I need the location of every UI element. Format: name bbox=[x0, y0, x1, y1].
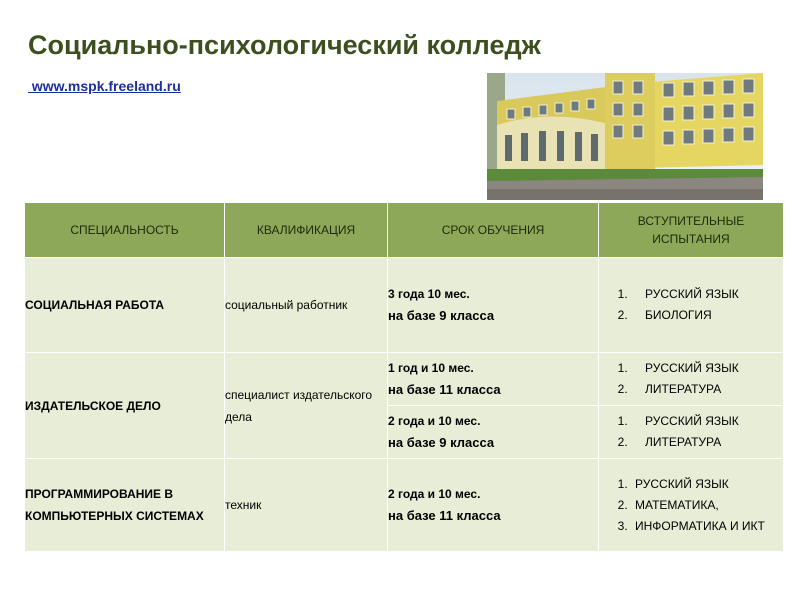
term-duration: 3 года 10 мес. bbox=[388, 287, 470, 301]
exam-item: 1. РУССКИЙ ЯЗЫК bbox=[631, 284, 783, 305]
table-row bbox=[25, 459, 784, 552]
term-duration: 1 год и 10 мес. bbox=[388, 361, 474, 375]
term-cell bbox=[388, 406, 599, 459]
exam-item: 1. РУССКИЙ ЯЗЫК bbox=[631, 358, 783, 379]
qualification-cell: техник bbox=[225, 459, 388, 552]
qualification-cell: социальный работник bbox=[225, 258, 388, 353]
exam-item: 1. РУССКИЙ ЯЗЫК bbox=[631, 411, 783, 432]
table-row bbox=[25, 258, 784, 353]
qualification-cell: специалист издательского дела bbox=[225, 353, 388, 459]
term-cell bbox=[388, 353, 599, 406]
term-base: на базе 11 класса bbox=[388, 382, 501, 397]
exams-cell bbox=[599, 353, 784, 406]
term-cell bbox=[388, 258, 599, 353]
specialties-table bbox=[24, 202, 784, 552]
site-link[interactable]: www.mspk.freeland.ru bbox=[28, 78, 181, 94]
exams-cell bbox=[599, 258, 784, 353]
specialty-cell: ПРОГРАММИРОВАНИЕ В КОМПЬЮТЕРНЫХ СИСТЕМАХ bbox=[25, 459, 225, 552]
term-base: на базе 9 класса bbox=[388, 435, 495, 450]
table-header-row bbox=[25, 203, 784, 258]
header-exams: ВСТУПИТЕЛЬНЫЕ ИСПЫТАНИЯ bbox=[599, 203, 784, 258]
header-term: СРОК ОБУЧЕНИЯ bbox=[388, 203, 599, 258]
specialty-cell: ИЗДАТЕЛЬСКОЕ ДЕЛО bbox=[25, 353, 225, 459]
term-cell bbox=[388, 459, 599, 552]
exam-item: 2. БИОЛОГИЯ bbox=[631, 305, 783, 326]
exam-item: 2. ЛИТЕРАТУРА bbox=[631, 379, 783, 400]
term-duration: 2 года и 10 мес. bbox=[388, 487, 481, 501]
exam-item: 1. РУССКИЙ ЯЗЫК bbox=[631, 474, 783, 495]
page-title: Социально-психологический колледж bbox=[28, 30, 541, 60]
exam-item: 3. ИНФОРМАТИКА И ИКТ bbox=[631, 516, 783, 537]
header-qualification: КВАЛИФИКАЦИЯ bbox=[225, 203, 388, 258]
exam-item: 2. ЛИТЕРАТУРА bbox=[631, 432, 783, 453]
term-base: на базе 9 класса bbox=[388, 308, 495, 323]
term-base: на базе 11 класса bbox=[388, 508, 501, 523]
term-duration: 2 года и 10 мес. bbox=[388, 414, 481, 428]
specialty-cell: СОЦИАЛЬНАЯ РАБОТА bbox=[25, 258, 225, 353]
header-specialty: СПЕЦИАЛЬНОСТЬ bbox=[25, 203, 225, 258]
exams-cell bbox=[599, 406, 784, 459]
exam-item: 2. МАТЕМАТИКА, bbox=[631, 495, 783, 516]
college-building-photo bbox=[487, 73, 763, 200]
table-row bbox=[25, 353, 784, 406]
exams-cell bbox=[599, 459, 784, 552]
